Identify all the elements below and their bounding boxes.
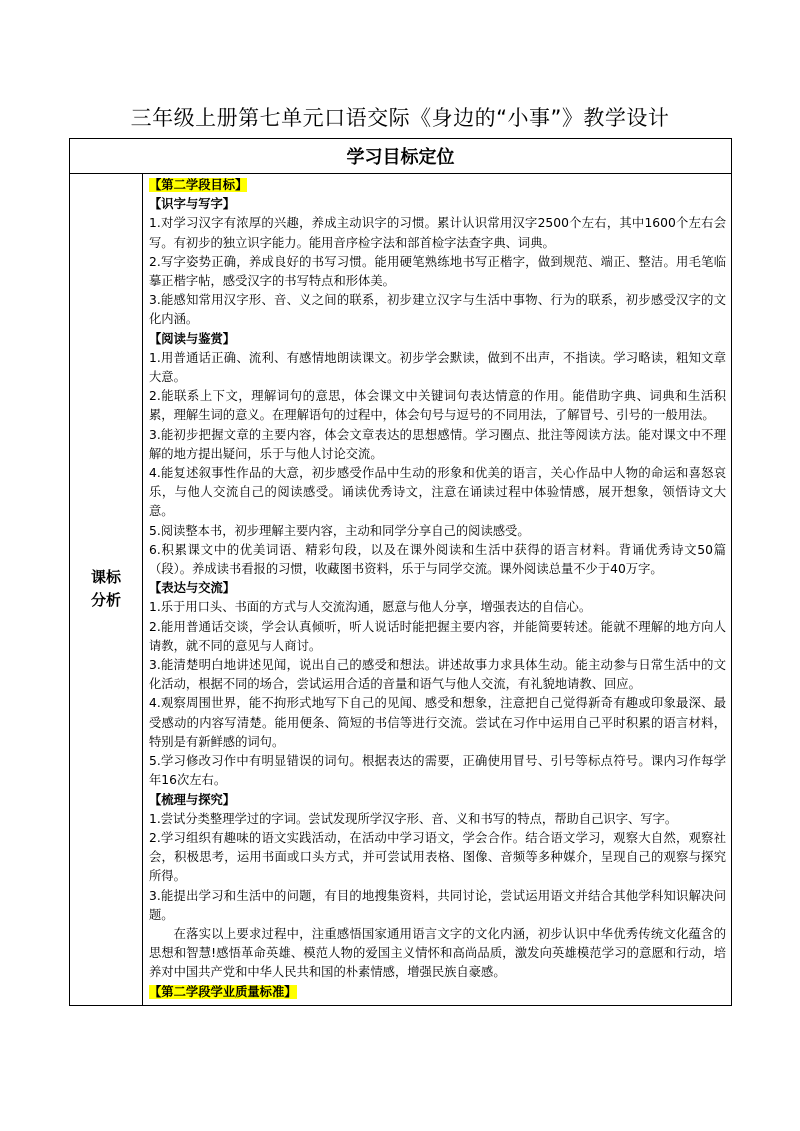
list-item: 2.能联系上下文，理解词句的意思，体会课文中关键词句表达情意的作用。能借助字典、词典和生活积累，理解生词的意义。在理解语句的过程中，体会句号与逗号的不同用法，了解冒号、引号的一般用法。 bbox=[149, 389, 726, 423]
group-heading: 【梳理与探究】 bbox=[149, 792, 236, 807]
quality-standard-heading: 【第二学段学业质量标准】 bbox=[149, 984, 297, 999]
closing-paragraph: 在落实以上要求过程中，注重感悟国家通用语言文字的文化内涵，初步认识中华优秀传统文化蕴含的思想和智慧!感悟革命英雄、模范人物的爱国主义情怀和高尚品质，激发向英雄模范学习的意愿和行动，培养对中国共产党和中华人民共和国的朴素情感，增强民族自豪感。 bbox=[149, 926, 726, 980]
list-item: 1.用普通话正确、流利、有感情地朗读课文。初步学会默读，做到不出声，不指读。学习略读，粗知文章大意。 bbox=[149, 350, 726, 385]
list-item: 3.能提出学习和生活中的问题，有目的地搜集资料，共同讨论，尝试运用语文并结合其他学科知识解决问题。 bbox=[149, 888, 726, 922]
table-row bbox=[70, 174, 732, 1006]
list-item: 1.乐于用口头、书面的方式与人交流沟通，愿意与他人分享，增强表达的自信心。 bbox=[149, 600, 592, 615]
row-label bbox=[70, 174, 143, 1006]
list-item: 5.学习修改习作中有明显错误的词句。根据表达的需要，正确使用冒号、引号等标点符号。课内习作每学年16次左右。 bbox=[149, 754, 726, 788]
group-heading: 【阅读与鉴赏】 bbox=[149, 331, 236, 346]
list-item: 2.学习组织有趣味的语文实践活动，在活动中学习语文，学会合作。结合语文学习，观察大自然，观察社会，积极思考，运用书面或口头方式，并可尝试用表格、图像、音频等多种媒介，呈现自己的观察与探究所得。 bbox=[149, 830, 726, 884]
group-heading: 【表达与交流】 bbox=[149, 581, 236, 596]
list-item: 1.对学习汉字有浓厚的兴趣，养成主动识字的习惯。累计认识常用汉字2500个左右，其中1600个左右会写。有初步的独立识字能力。能用音序检字法和部首检字法查字典、词典。 bbox=[149, 216, 726, 250]
list-item: 3.能感知常用汉字形、音、义之间的联系，初步建立汉字与生活中事物、行为的联系，初步感受汉字的文化内涵。 bbox=[149, 293, 726, 327]
list-item: 4.能复述叙事性作品的大意，初步感受作品中生动的形象和优美的语言，关心作品中人物的命运和喜怒哀乐，与他人交流自己的阅读感受。诵读优秀诗文，注意在诵读过程中体验情感，展开想象，领悟诗文大意。 bbox=[149, 466, 726, 519]
list-item: 1.尝试分类整理学过的字词。尝试发现所学汉字形、音、义和书写的特点，帮助自己识字、写字。 bbox=[149, 811, 678, 826]
group-heading: 【识字与写字】 bbox=[149, 197, 236, 212]
table-header-row bbox=[70, 139, 732, 174]
list-item: 4.观察周围世界，能不拘形式地写下自己的见闻、感受和想象，注意把自己觉得新奇有趣或印象最深、最受感动的内容写清楚。能用便条、简短的书信等进行交流。尝试在习作中运用自己平时积累的语言材料，特别是有新鲜感的词句。 bbox=[149, 696, 726, 749]
list-item: 2.写字姿势正确，养成良好的书写习惯。能用硬笔熟练地书写正楷字，做到规范、端正、整洁。用毛笔临摹正楷字帖，感受汉字的书写特点和形体美。 bbox=[149, 254, 726, 289]
section-header: 学习目标定位 bbox=[70, 139, 732, 174]
document-title: 三年级上册第七单元口语交际《身边的“小事”》教学设计 bbox=[130, 106, 670, 130]
list-item: 2.能用普通话交谈，学会认真倾听，听人说话时能把握主要内容，并能简要转述。能就不理解的地方向人请教，就不同的意见与人商讨。 bbox=[149, 619, 726, 653]
list-item: 5.阅读整本书，初步理解主要内容，主动和同学分享自己的阅读感受。 bbox=[149, 523, 530, 538]
list-item: 6.积累课文中的优美词语、精彩句段，以及在课外阅读和生活中获得的语言材料。背诵优秀诗文50篇（段）。养成读书看报的习惯，收藏图书资料，乐于与同学交流。课外阅读总量不少于40万字。 bbox=[149, 542, 726, 577]
goal-table bbox=[69, 138, 732, 1006]
row-label-text: 课标 分析 bbox=[90, 568, 121, 610]
list-item: 3.能清楚明白地讲述见闻，说出自己的感受和想法。讲述故事力求具体生动。能主动参与日常生活中的文化活动，根据不同的场合，尝试运用合适的音量和语气与他人交流，有礼貌地请教、回应。 bbox=[149, 658, 726, 692]
list-item: 3.能初步把握文章的主要内容，体会文章表达的思想感情。学习圈点、批注等阅读方法。能对课文中不理解的地方提出疑问，乐于与他人讨论交流。 bbox=[149, 427, 726, 461]
stage-goal-heading: 【第二学段目标】 bbox=[149, 178, 248, 192]
content-cell bbox=[143, 174, 732, 1006]
